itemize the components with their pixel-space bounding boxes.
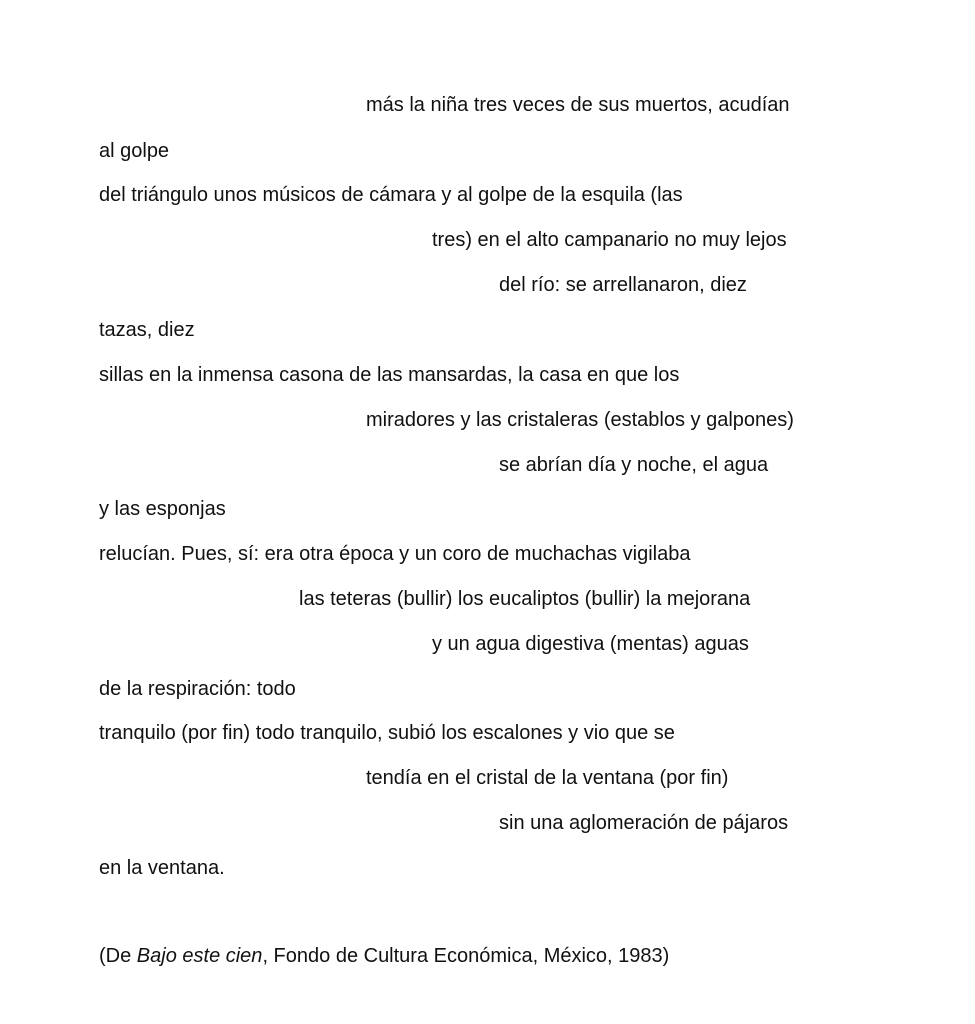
poem-line: del triángulo unos músicos de cámara y al golpe de la esquila (las: [99, 184, 683, 206]
citation-open: (De: [99, 945, 137, 967]
poem-line: tazas, diez: [99, 319, 195, 341]
poem-line: miradores y las cristaleras (establos y galpones): [366, 409, 794, 431]
poem-line: y un agua digestiva (mentas) aguas: [432, 633, 749, 655]
poem-line: sillas en la inmensa casona de las mansardas, la casa en que los: [99, 364, 680, 386]
poem-line: las teteras (bullir) los eucaliptos (bullir) la mejorana: [299, 588, 751, 610]
poem-line: en la ventana.: [99, 857, 225, 879]
poem-line: de la respiración: todo: [99, 678, 296, 700]
poem-line: se abrían día y noche, el agua: [499, 454, 769, 476]
poem-line: y las esponjas: [99, 498, 226, 520]
source-citation: [99, 944, 669, 968]
poem-line: al golpe: [99, 140, 170, 162]
poem-line: relucían. Pues, sí: era otra época y un coro de muchachas vigilaba: [99, 543, 691, 565]
poem-line: tres) en el alto campanario no muy lejos: [432, 229, 787, 251]
poem-line: tranquilo (por fin) todo tranquilo, subió los escalones y vio que se: [99, 722, 675, 744]
citation-book-title: Bajo este cien: [136, 945, 263, 967]
poem-line: sin una aglomeración de pájaros: [499, 812, 789, 834]
poem-line: del río: se arrellanaron, diez: [499, 274, 747, 296]
poem-line: más la niña tres veces de sus muertos, acudían: [366, 94, 790, 116]
citation-publisher: , Fondo de Cultura Económica, México, 1983): [262, 945, 670, 967]
poem-line: tendía en el cristal de la ventana (por fin): [366, 767, 729, 789]
